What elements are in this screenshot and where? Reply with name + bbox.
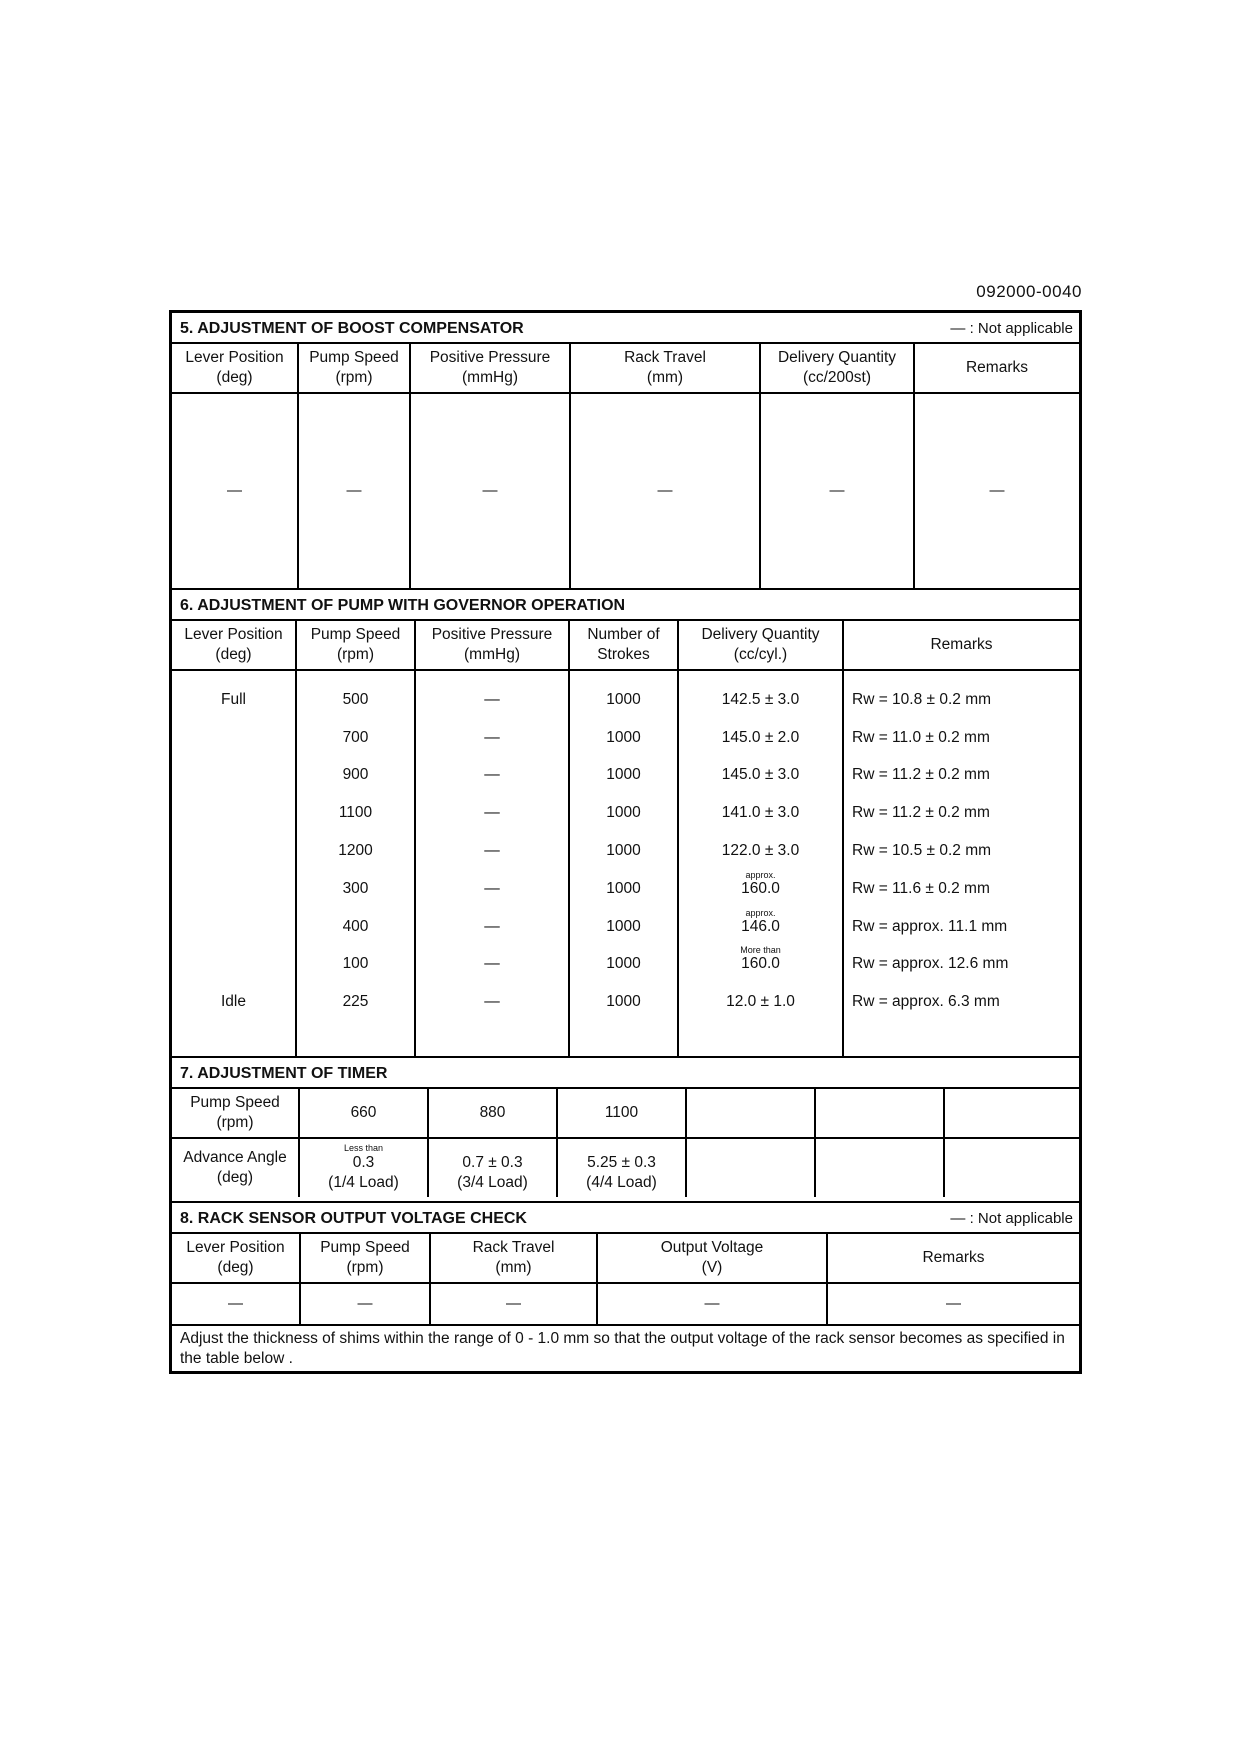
s6-pressure-cell	[416, 936, 568, 974]
section-6-table	[172, 621, 1079, 1057]
s6-remarks-value: Rw = 10.5 ± 0.2 mm	[852, 841, 992, 859]
timer-empty-cell	[815, 1138, 944, 1197]
cell-pump-speed: —	[300, 1283, 430, 1325]
s6-strokes-cell	[570, 784, 677, 822]
s6-strokes-cell	[570, 973, 677, 1011]
s6-strokes-value: 1000	[606, 993, 641, 1011]
s6-speed-cell	[297, 822, 414, 860]
s6-dq-cell	[679, 936, 842, 974]
s6-lever-cell	[172, 747, 295, 785]
document-number: 092000-0040	[976, 282, 1082, 301]
s6-dq-value: 145.0 ± 2.0	[721, 728, 800, 746]
s6-dq-cell	[679, 860, 842, 898]
s6-strokes-cell	[570, 898, 677, 936]
header-positive-pressure: Positive Pressure (mmHg)	[415, 621, 569, 670]
header-remarks: Remarks	[914, 344, 1079, 393]
s6-remarks-value: Rw = 11.6 ± 0.2 mm	[852, 879, 990, 897]
s6-pressure-value: —	[484, 728, 500, 746]
timer-empty-cell	[944, 1138, 1079, 1197]
cell-lever-position: —	[172, 1283, 300, 1325]
header-positive-pressure: Positive Pressure (mmHg)	[410, 344, 570, 393]
section-5-title	[172, 313, 1079, 344]
s6-remarks-cell	[844, 709, 1079, 747]
s6-dq-cell	[679, 898, 842, 936]
timer-angle-2: 0.7 ± 0.3 (3/4 Load)	[428, 1138, 557, 1197]
s6-strokes-cell	[570, 709, 677, 747]
header-output-voltage: Output Voltage (V)	[597, 1234, 827, 1283]
timer-pump-speed-row	[172, 1089, 1079, 1138]
s6-strokes-value: 1000	[606, 766, 641, 784]
timer-empty-cell	[944, 1089, 1079, 1138]
s6-dq-value: 160.0	[741, 879, 780, 897]
s6-dq-cell	[679, 822, 842, 860]
s6-pressure-cell	[416, 709, 568, 747]
s6-remarks-value: Rw = 11.2 ± 0.2 mm	[852, 804, 990, 822]
section-7-title: 7. ADJUSTMENT OF TIMER	[172, 1058, 1079, 1089]
timer-advance-angle-label: Advance Angle (deg)	[172, 1138, 299, 1197]
s6-remarks-value: Rw = approx. 6.3 mm	[852, 993, 1000, 1011]
s6-strokes-value: 1000	[606, 728, 641, 746]
s6-strokes-value: 1000	[606, 841, 641, 859]
section-7-table	[172, 1089, 1079, 1197]
s6-dq-value: 145.0 ± 3.0	[721, 766, 800, 784]
s6-speed-cell	[297, 898, 414, 936]
s6-pressure-cell	[416, 860, 568, 898]
column-lever-position	[172, 670, 296, 1057]
section-5-table	[172, 344, 1079, 588]
s6-dq-value: 142.5 ± 3.0	[721, 690, 800, 708]
s6-pressure-cell	[416, 671, 568, 709]
s6-strokes-value: 1000	[606, 917, 641, 935]
delivery-quantity-note: More than	[740, 945, 781, 956]
cell-delivery-quantity: —	[760, 393, 914, 588]
s6-speed-cell	[297, 936, 414, 974]
section-governor-operation	[172, 588, 1079, 1056]
s6-strokes-cell	[570, 671, 677, 709]
s6-speed-cell	[297, 747, 414, 785]
s6-speed-cell	[297, 784, 414, 822]
s6-pressure-cell	[416, 784, 568, 822]
section-rack-sensor	[172, 1201, 1079, 1371]
s6-pressure-cell	[416, 973, 568, 1011]
s6-pressure-value: —	[484, 690, 500, 708]
cell-remarks: —	[827, 1283, 1079, 1325]
column-pump-speed	[296, 670, 415, 1057]
section-8-title	[172, 1203, 1079, 1234]
header-lever-position: Lever Position (deg)	[172, 621, 296, 670]
s6-pressure-cell	[416, 898, 568, 936]
s6-pressure-cell	[416, 747, 568, 785]
header-delivery-quantity: Delivery Quantity (cc/cyl.)	[678, 621, 843, 670]
s6-strokes-cell	[570, 747, 677, 785]
s6-dq-value: 12.0 ± 1.0	[726, 993, 795, 1011]
header-pump-speed: Pump Speed (rpm)	[296, 621, 415, 670]
header-rack-travel: Rack Travel (mm)	[430, 1234, 597, 1283]
header-rack-travel: Rack Travel (mm)	[570, 344, 760, 393]
s6-strokes-value: 1000	[606, 879, 641, 897]
header-delivery-quantity: Delivery Quantity (cc/200st)	[760, 344, 914, 393]
timer-angle-1: Less than 0.3 (1/4 Load)	[299, 1138, 428, 1197]
section-6-data-body	[172, 670, 1079, 1057]
section-8-data-row	[172, 1283, 1079, 1325]
header-lever-position: Lever Position (deg)	[172, 1234, 300, 1283]
s6-dq-value: 146.0	[741, 917, 780, 935]
section-8-title-text: 8. RACK SENSOR OUTPUT VOLTAGE CHECK	[180, 1210, 527, 1227]
header-pump-speed: Pump Speed (rpm)	[298, 344, 410, 393]
s6-dq-cell	[679, 709, 842, 747]
delivery-quantity-note: approx.	[745, 869, 776, 880]
delivery-quantity-note: approx.	[745, 907, 776, 918]
timer-empty-cell	[686, 1089, 815, 1138]
s6-speed-value: 1100	[338, 804, 373, 822]
s6-dq-cell	[679, 747, 842, 785]
s6-lever-cell	[172, 784, 295, 822]
s6-remarks-value: Rw = 11.0 ± 0.2 mm	[852, 728, 990, 746]
s6-remarks-cell	[844, 898, 1079, 936]
not-applicable-legend: — : Not applicable	[950, 1210, 1073, 1227]
s6-pressure-value: —	[484, 879, 500, 897]
timer-empty-cell	[815, 1089, 944, 1138]
s6-remarks-value: Rw = approx. 11.1 mm	[852, 917, 1008, 935]
s6-pressure-value: —	[484, 804, 500, 822]
cell-pump-speed: —	[298, 393, 410, 588]
header-remarks: Remarks	[827, 1234, 1079, 1283]
s6-pressure-value: —	[484, 766, 500, 784]
timer-speed-3: 1100	[557, 1089, 686, 1138]
s6-remarks-cell	[844, 973, 1079, 1011]
column-delivery-quantity	[678, 670, 843, 1057]
timer-angle-3: 5.25 ± 0.3 (4/4 Load)	[557, 1138, 686, 1197]
s6-strokes-value: 1000	[606, 690, 641, 708]
header-lever-position: Lever Position (deg)	[172, 344, 298, 393]
s6-strokes-cell	[570, 860, 677, 898]
header-pump-speed: Pump Speed (rpm)	[300, 1234, 430, 1283]
cell-remarks: —	[914, 393, 1079, 588]
s6-speed-value: 300	[342, 879, 369, 897]
section-6-title: 6. ADJUSTMENT OF PUMP WITH GOVERNOR OPERATION	[172, 590, 1079, 621]
cell-positive-pressure: —	[410, 393, 570, 588]
s6-speed-value: 225	[342, 993, 369, 1011]
cell-output-voltage: —	[597, 1283, 827, 1325]
s6-strokes-value: 1000	[606, 804, 641, 822]
header-remarks: Remarks	[843, 621, 1079, 670]
section-timer	[172, 1056, 1079, 1201]
s6-lever-cell	[172, 860, 295, 898]
s6-dq-cell	[679, 784, 842, 822]
s6-lever-value: Idle	[221, 993, 246, 1011]
s6-speed-value: 900	[342, 766, 369, 784]
s6-remarks-cell	[844, 671, 1079, 709]
s6-lever-cell	[172, 973, 295, 1011]
timer-speed-1: 660	[299, 1089, 428, 1138]
timer-advance-angle-row	[172, 1138, 1079, 1197]
s6-remarks-cell	[844, 747, 1079, 785]
section-5-title-text: 5. ADJUSTMENT OF BOOST COMPENSATOR	[180, 320, 524, 337]
section-boost-compensator	[172, 313, 1079, 591]
s6-pressure-cell	[416, 822, 568, 860]
timer-empty-cell	[686, 1138, 815, 1197]
s6-lever-cell	[172, 671, 295, 709]
shim-adjustment-note: Adjust the thickness of shims within the range of 0 - 1.0 mm so that the output voltage of the rack sensor becomes as specified in the table below .	[180, 1330, 1065, 1367]
s6-speed-cell	[297, 860, 414, 898]
s6-remarks-cell	[844, 822, 1079, 860]
cell-lever-position: —	[172, 393, 298, 588]
s6-pressure-value: —	[484, 955, 500, 973]
cell-rack-travel: —	[430, 1283, 597, 1325]
timer-pump-speed-label: Pump Speed (rpm)	[172, 1089, 299, 1138]
s6-pressure-value: —	[484, 841, 500, 859]
s6-speed-cell	[297, 671, 414, 709]
s6-pressure-value: —	[484, 917, 500, 935]
s6-remarks-cell	[844, 784, 1079, 822]
s6-dq-value: 141.0 ± 3.0	[721, 804, 800, 822]
s6-remarks-cell	[844, 860, 1079, 898]
s6-remarks-value: Rw = 11.2 ± 0.2 mm	[852, 766, 990, 784]
s6-strokes-value: 1000	[606, 955, 641, 973]
not-applicable-legend: — : Not applicable	[950, 320, 1073, 337]
s6-dq-cell	[679, 671, 842, 709]
s6-speed-value: 100	[342, 955, 369, 973]
s6-remarks-cell	[844, 936, 1079, 974]
section-5-data-row	[172, 393, 1079, 588]
s6-dq-value: 160.0	[741, 955, 780, 973]
s6-strokes-cell	[570, 936, 677, 974]
column-number-of-strokes	[569, 670, 678, 1057]
s6-pressure-value: —	[484, 993, 500, 1011]
s6-lever-cell	[172, 936, 295, 974]
s6-speed-value: 400	[342, 917, 369, 935]
s6-dq-value: 122.0 ± 3.0	[721, 841, 800, 859]
s6-lever-cell	[172, 898, 295, 936]
header-number-of-strokes: Number of Strokes	[569, 621, 678, 670]
s6-speed-cell	[297, 973, 414, 1011]
s6-speed-value: 1200	[338, 841, 373, 859]
section-5-header-row	[172, 344, 1079, 393]
s6-lever-cell	[172, 822, 295, 860]
column-remarks	[843, 670, 1079, 1057]
cell-rack-travel: —	[570, 393, 760, 588]
s6-remarks-value: Rw = 10.8 ± 0.2 mm	[852, 690, 992, 708]
s6-speed-cell	[297, 709, 414, 747]
s6-dq-cell	[679, 973, 842, 1011]
s6-remarks-value: Rw = approx. 12.6 mm	[852, 955, 1009, 973]
s6-lever-value: Full	[221, 690, 246, 708]
specification-sheet	[169, 310, 1082, 1374]
timer-speed-2: 880	[428, 1089, 557, 1138]
s6-strokes-cell	[570, 822, 677, 860]
section-8-header-row	[172, 1234, 1079, 1283]
section-8-table	[172, 1234, 1079, 1326]
s6-lever-cell	[172, 709, 295, 747]
section-6-header-row	[172, 621, 1079, 670]
column-positive-pressure	[415, 670, 569, 1057]
s6-speed-value: 700	[342, 728, 369, 746]
s6-speed-value: 500	[342, 690, 369, 708]
